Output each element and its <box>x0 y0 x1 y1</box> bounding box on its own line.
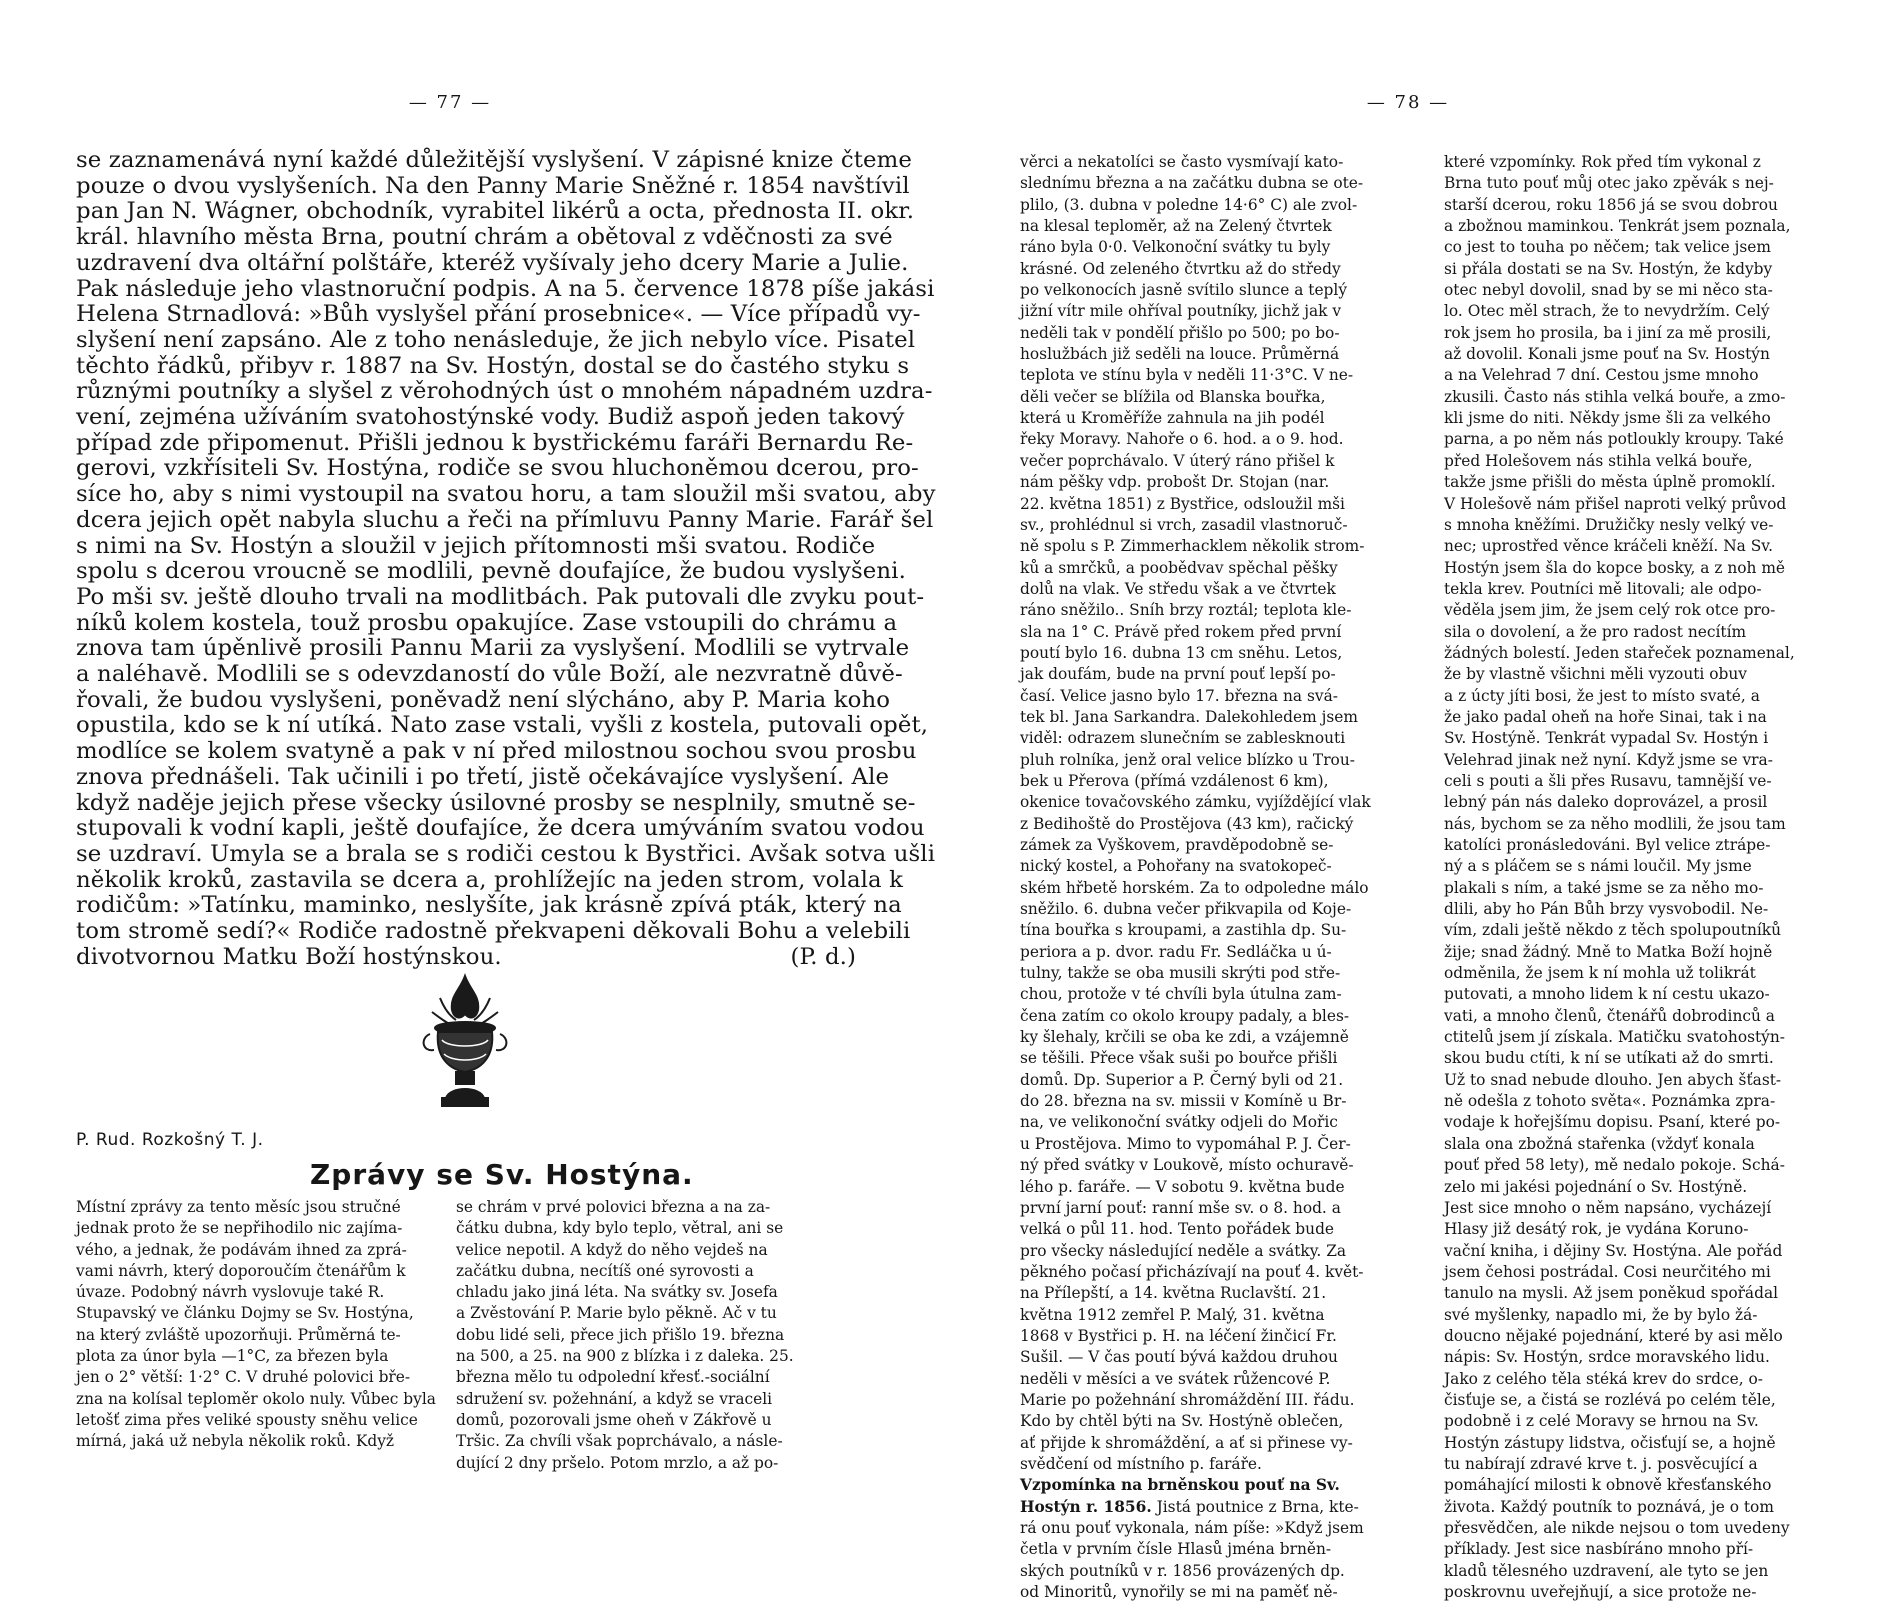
text-line: znova tam úpěnlivě prosili Pannu Marii za vyslyšení. Modlili se vytrvale <box>76 635 910 662</box>
text-line: kli jsme do niti. Někdy jsme šli za velkého <box>1444 409 1771 428</box>
article-signature: (P. d.) <box>790 943 856 970</box>
text-line: putovati, a mnoho lidem k ní cestu ukazo- <box>1444 985 1770 1004</box>
right-column-b <box>1444 152 1846 1603</box>
text-line: a zbožnou maminkou. Tenkrát jsem poznala, <box>1444 217 1791 236</box>
text-line: poskrovnu uveřejňují, a sice protože ne- <box>1444 1583 1757 1602</box>
text-line: opustila, kdo se k ní utíká. Nato zase vstali, vyšli z kostela, putovali opět, <box>76 712 929 739</box>
text-line: nám pěšky vdp. probošt Dr. Stojan (nar. <box>1020 473 1330 492</box>
text-line: tek bl. Jana Sarkandra. Dalekohledem jsem <box>1020 707 1358 726</box>
text-line: čena zatím co okolo kroupy padaly, a bles- <box>1020 1006 1350 1025</box>
text-line: s nimi na Sv. Hostýn a sloužil v jejich přítomnosti mši svatou. Rodiče <box>76 532 876 559</box>
text-line: poutí bylo 16. dubna 13 cm sněhu. Letos, <box>1020 643 1343 662</box>
text-line: dolů na vlak. Ve středu však a ve čtvrtek <box>1020 579 1336 598</box>
text-line: plilo, (3. dubna v poledne 14·6° C) ale zvol- <box>1020 195 1358 214</box>
main-article-text <box>76 147 936 971</box>
text-line: král. hlavního města Brna, poutní chrám a obětoval z vděčnosti za své <box>76 224 893 251</box>
text-line: ctitelů jsem jí získala. Matičku svatohostýn- <box>1444 1028 1785 1047</box>
text-line: chladu jako jiná léta. Na svátky sv. Josefa <box>456 1283 778 1302</box>
text-line: modlíce se kolem svatyně a pak v ní před milostnou sochou svou prosbu <box>76 738 917 765</box>
text-line: podobně i z celé Moravy se hrnou na Sv. <box>1444 1412 1759 1431</box>
text-line: dující 2 dny pršelo. Potom mrzlo, a až po- <box>456 1453 779 1472</box>
left-page <box>0 0 940 1500</box>
text-line: děli večer se blížila od Blanska bouřka, <box>1020 387 1326 406</box>
text-line: pouze o dvou vyslyšeních. Na den Panny Marie Sněžné r. 1854 navštívil <box>76 172 910 199</box>
text-line: na který zvláště upozorňuji. Průměrná te- <box>76 1325 401 1344</box>
subheading: Vzpomínka na brněnskou pouť na Sv. <box>1020 1476 1340 1495</box>
section-title: Zprávy se Sv. Hostýna. <box>310 1158 694 1191</box>
text-line: tu nabírají zdravé krve t. j. posvěcující a <box>1444 1454 1758 1473</box>
text-line: stupovali k vodní kapli, ještě doufajíce, že dcera umýváním svatou vodou <box>76 815 925 842</box>
text-line: tína bouřka s kroupami, a zastihla dp. Su- <box>1020 921 1347 940</box>
text-line: čátku dubna, kdy bylo teplo, větral, ani se <box>456 1219 784 1238</box>
text-line: zelo mi jakési pojednání o Sv. Hostýně. <box>1444 1177 1748 1196</box>
text-line: Místní zprávy za tento měsíc jsou stručné <box>76 1198 401 1216</box>
text-line: starší dcerou, roku 1856 já se svou dobrou <box>1444 195 1778 214</box>
vase-ornament-icon <box>410 968 520 1118</box>
text-line: dcera jejich opět nabyla sluchu a řeči na přímluvu Panny Marie. Farář šel <box>76 506 934 533</box>
text-line: řovali, že budou vyslyšeni, poněvadž není slýcháno, aby P. Maria koho <box>76 686 891 713</box>
text-line: Tršic. Za chvíli však poprchávalo, a násle- <box>456 1432 783 1451</box>
text-line: pro všecky následující neděle a svátky. Za <box>1020 1241 1347 1260</box>
text-line: Hostýn jsem šla do kopce bosky, a z noh mě <box>1444 558 1786 577</box>
text-line: ně spolu s P. Zimmerhacklem několik strom- <box>1020 537 1365 556</box>
text-line: věděla jsem jim, že jsem celý rok otce pro- <box>1444 601 1776 620</box>
text-line: pouť před 58 lety), mě nedalo pokoje. Schá- <box>1444 1156 1785 1175</box>
text-line: ný před svátky v Loukově, místo ochuravě- <box>1020 1156 1354 1175</box>
text-line: března mělo tu odpolední křesť.-sociální <box>456 1368 770 1387</box>
text-line: Stupavský ve článku Dojmy se Sv. Hostýna, <box>76 1304 414 1323</box>
text-line: večer poprchávalo. V úterý ráno přišel k <box>1020 451 1335 470</box>
text-line: přesvědčen, ale nikde nejsou o tom uvedeny <box>1444 1519 1790 1537</box>
text-line: své myšlenky, napadlo mi, že by bylo žá- <box>1444 1305 1758 1324</box>
text-line: se těšili. Přece však suši po bouřce přišli <box>1020 1049 1338 1068</box>
text-line: plakali s ním, a také jsme se za něho mo- <box>1444 878 1764 897</box>
text-line: takže jsme přišli do města úplně promoklí. <box>1444 473 1776 492</box>
text-line: Hostýn zástupy lidstva, očisťují se, a hojně <box>1444 1433 1776 1452</box>
text-line: Sušil. — V čas poutí bývá každou druhou <box>1020 1348 1338 1367</box>
article-author: P. Rud. Rozkošný T. J. <box>76 1130 264 1150</box>
right-column-a <box>1020 152 1422 1603</box>
text-line: na Přílepští, a 14. května Ruclavští. 21. <box>1020 1284 1327 1303</box>
text-line: kladů tělesného uzdravení, ale tyto se jen <box>1444 1561 1769 1580</box>
text-line: slala ona zbožná stařenka (vždyť konala <box>1444 1134 1755 1153</box>
text-line: spolu s dcerou vroucně se modlili, pevně doufajíce, že budou vyslyšeni. <box>76 558 906 585</box>
text-line: chou, protože v té chvíli byla útulna zam- <box>1020 985 1342 1004</box>
text-line: zámek za Vyškovem, pravděpodobně se- <box>1020 836 1334 854</box>
text-line: rá onu pouť vykonala, nám píše: »Když jsem <box>1020 1519 1364 1537</box>
text-line: s mnoha kněžími. Družičky nesly velký ve- <box>1444 515 1774 534</box>
text-line: se zaznamenává nyní každé důležitější vyslyšení. V zápisné knize čteme <box>76 147 912 173</box>
text-line: vého, a jednak, že podávám ihned za zprá- <box>76 1240 407 1259</box>
text-line: Kdo by chtěl býti na Sv. Hostýně oblečen, <box>1020 1412 1344 1431</box>
right-page <box>958 0 1898 1602</box>
text-line: lo. Otec měl strach, že to nevydržím. Celý <box>1444 302 1770 321</box>
text-line: hoslužbách již seděli na louce. Průměrná <box>1020 345 1340 364</box>
text-line: Marie po požehnání shromáždění III. řádu. <box>1020 1390 1355 1409</box>
text-line: a naléhavě. Modlili se s odevzdaností do vůle Boží, ale nezvratně důvě- <box>76 661 903 688</box>
text-line: pluh rolníka, jenž oral velice blízko u Trou- <box>1020 750 1355 769</box>
text-line: jižní vítr mile ohříval poutníky, jichž jak v <box>1020 302 1342 321</box>
text-line: zkusili. Často nás stihla velká bouře, a zmo- <box>1444 387 1786 406</box>
text-line: úvaze. Podobný návrh vyslovuje také R. <box>76 1283 385 1302</box>
text-line: pěkného počasí přicházívají na pouť 4. květ- <box>1020 1262 1364 1281</box>
text-line: Po mši sv. ještě dlouho trvali na modlitbách. Pak putovali dle zvyku pout- <box>76 583 925 610</box>
text-line: ském hřbetě horském. Za to odpoledne málo <box>1020 878 1369 897</box>
text-line: Jako z celého těla stéká krev do srdce, o- <box>1444 1369 1764 1388</box>
text-line: těchto řádků, přibyv r. 1887 na Sv. Hostýn, dostal se do častého styku s <box>76 352 910 379</box>
text-line: Helena Strnadlová: »Bůh vyslyšel přání prosebnice«. — Více případů vy- <box>76 301 921 328</box>
text-line: vím, zdali ještě někdo z těch spolupoutníků <box>1444 921 1782 940</box>
text-line: vační kniha, i dějiny Sv. Hostýna. Ale pořád <box>1444 1241 1783 1260</box>
text-line: se uzdraví. Umyla se a brala se s rodiči cestou k Bystřici. Avšak sotva ušli <box>76 840 936 867</box>
text-line: plota za únor byla —1°C, za březen byla <box>76 1347 389 1366</box>
text-line: jednak proto že se nepřihodilo nic zajíma- <box>76 1219 403 1238</box>
text-line: pan Jan N. Wágner, obchodník, vyrabitel likérů a octa, přednosta II. okr. <box>76 198 915 225</box>
text-line: parna, a po něm nás potloukly kroupy. Také <box>1444 430 1784 449</box>
text-line: tekla krev. Poutníci mě litovali; ale odpo- <box>1444 579 1762 598</box>
text-line: 22. května 1851) z Bystřice, odsloužil mši <box>1020 494 1345 513</box>
text-line: letošť zima přes veliké spousty sněhu velice <box>76 1410 418 1429</box>
text-line: ať přijde k shromáždění, a ať si přinese vy- <box>1020 1433 1353 1452</box>
text-line: zna na kolísal teploměr okolo nuly. Vůbec byla <box>76 1389 436 1408</box>
subheading-line: Hostýn r. 1856. Jistá poutnice z Brna, kte- <box>1020 1497 1359 1516</box>
text-line: sla na 1° C. Právě před rokem před první <box>1020 622 1342 641</box>
text-line: ských poutníků v r. 1856 provázených dp. <box>1020 1561 1345 1580</box>
text-line: vami návrh, který doporoučím čtenářům k <box>76 1261 406 1280</box>
text-line: od Minoritů, vynořily se mi na paměť ně- <box>1020 1583 1338 1602</box>
text-line: otec nebyl dovolil, snad by se mi něco sta- <box>1444 281 1773 300</box>
text-line: lebný pán nás daleko doprovázel, a prosil <box>1444 793 1768 812</box>
text-line: neděli v měsíci a ve svátek růžencové P. <box>1020 1369 1331 1388</box>
text-line: ků a smrčků, a poobědvav spěchal pěšky <box>1020 558 1338 577</box>
text-line: sněžilo. 6. dubna večer přikvapila od Koje- <box>1020 900 1352 919</box>
text-line: sila o dovolení, a že pro radost necítím <box>1444 622 1747 641</box>
text-line: že jako padal oheň na hoře Sinai, tak i na <box>1444 707 1767 726</box>
text-line: Sv. Hostýně. Tenkrát vypadal Sv. Hostýn i <box>1444 729 1769 748</box>
text-line: čisťuje se, a čistá se rozlévá po celém těle, <box>1444 1390 1776 1409</box>
text-line: slednímu března a na začátku dubna se ote- <box>1020 174 1364 193</box>
text-line: vodaje k hořejšímu dopisu. Psaní, které po- <box>1444 1113 1781 1132</box>
text-line: ně odešla z tohoto světa«. Poznámka zpra- <box>1444 1092 1776 1111</box>
text-line: května 1912 zemřel P. Malý, 31. května <box>1020 1305 1325 1324</box>
text-line: jen o 2° větší: 1·2° C. V druhé polovici bře- <box>76 1368 411 1387</box>
text-line: periora a p. dvor. radu Fr. Sedláčka u ú- <box>1020 942 1332 961</box>
text-line: tom stromě sedí?« Rodiče radostně překvapeni děkovali Bohu a velebili <box>76 918 911 945</box>
text-line: nický kostel, a Pohořany na svatokopeč- <box>1020 857 1332 876</box>
text-line: katolíci pronásledováni. Byl velice ztrápe- <box>1444 836 1771 854</box>
text-line: celi s pouti a šli přes Rusavu, tamnější ve- <box>1444 771 1772 790</box>
text-line: divotvornou Matku Boží hostýnskou. (P. d.) <box>76 943 856 970</box>
text-line: když naděje jejich přese všecky úsilovné prosby se nesplnily, smutně se- <box>76 789 916 816</box>
text-line: V Holešově nám přišel naproti velký průvod <box>1444 494 1787 513</box>
text-line: gerovi, vzkřísiteli Sv. Hostýna, rodiče se svou hluchoněmou dcerou, pro- <box>76 455 919 482</box>
text-line: bek u Přerova (přímá vzdálenost 6 km), <box>1020 771 1329 790</box>
text-line: domů. Dp. Superior a P. Černý byli od 21. <box>1020 1070 1344 1089</box>
text-line: lého p. faráře. — V sobotu 9. května bude <box>1020 1177 1345 1196</box>
text-line: u Prostějova. Mimo to vypomáhal P. J. Čer- <box>1020 1134 1351 1153</box>
text-line: znova přednášeli. Tak učinili i po třetí, jistě očekávajíce vyslyšení. Ale <box>76 763 890 790</box>
text-line: síce ho, aby s nimi vystoupil na svatou horu, a tam sloužil mši svatou, aby <box>76 481 936 508</box>
text-line: si přála dostati se na Sv. Hostýn, že kdyby <box>1444 259 1773 278</box>
text-line: začátku dubna, necítíš oné syrovosti a <box>456 1261 754 1280</box>
text-line: několik kroků, zastavila se dcera a, prohlížejíc na jeden strom, volala k <box>76 866 904 893</box>
text-line: Brna tuto pouť můj otec jako zpěvák s nej- <box>1444 174 1774 193</box>
text-line: různými poutníky a slyšel z věrohodných úst o mnohém nápadném uzdra- <box>76 378 933 405</box>
text-line: slyšení není zapsáno. Ale z toho nenásleduje, že jich nebylo více. Pisatel <box>76 326 916 353</box>
text-line: vení, zejména užíváním svatohostýnské vody. Budiž aspoň jeden takový <box>76 404 905 431</box>
text-line: 1868 v Bystřici p. H. na léčení žinčicí Fr. <box>1020 1326 1337 1345</box>
text-line: řeky Moravy. Nahoře o 6. hod. a o 9. hod. <box>1020 430 1344 449</box>
text-line: se chrám v prvé polovici března a na za- <box>456 1198 771 1216</box>
text-line: jak doufám, bude na první pouť lepší po- <box>1020 665 1336 684</box>
text-line: odměnila, že jsem k ní mohla už tolikrát <box>1444 964 1756 983</box>
text-line: dlili, aby ho Pán Bůh brzy vysvobodil. Ne- <box>1444 900 1769 919</box>
text-line: která u Kroměříže zahnula na jih podél <box>1020 409 1325 428</box>
text-line: velká o půl 11. hod. Tento pořádek bude <box>1020 1220 1335 1239</box>
text-line: nec; uprostřed věnce kráčeli kněží. Na Sv. <box>1444 537 1774 556</box>
text-line: velice nepotil. A když do něho vejdeš na <box>456 1240 768 1259</box>
text-line: skou budu ctíti, k ní se utíkati až do smrti. <box>1444 1049 1774 1068</box>
text-line: nápis: Sv. Hostýn, srdce moravského lidu. <box>1444 1348 1770 1367</box>
text-line: níků kolem kostela, touž prosbu opakujíce. Zase vstoupili do chrámu a <box>76 609 898 636</box>
text-line: mírná, jaká už nebyla několik roků. Když <box>76 1432 395 1451</box>
text-line: Pak následuje jeho vlastnoruční podpis. A na 5. července 1878 píše jakási <box>76 275 935 302</box>
news-column-a <box>76 1197 436 1453</box>
text-line: ráno byla 0·0. Velkonoční svátky tu byly <box>1020 238 1331 257</box>
text-line: krásné. Od zeleného čtvrtku až do středy <box>1020 259 1341 278</box>
text-line: které vzpomínky. Rok před tím vykonal z <box>1444 153 1761 171</box>
text-line: věrci a nekatolíci se často vysmívají kato- <box>1020 153 1344 171</box>
text-line: na klesal teploměr, až na Zelený čtvrtek <box>1020 217 1332 236</box>
text-line: Jest sice mnoho o něm napsáno, vycházejí <box>1444 1198 1772 1217</box>
text-line: časí. Velice jasno bylo 17. března na svá- <box>1020 686 1338 705</box>
text-line: Hlasy již desátý rok, je vydána Korunο- <box>1444 1220 1749 1239</box>
text-line: ráno sněžilo.. Sníh brzy roztál; teplota kle- <box>1020 601 1352 620</box>
text-line: Velehrad jinak než nyní. Když jsme se vra- <box>1444 750 1773 769</box>
text-line: na, ve velikonoční svátky odjeli do Mořic <box>1020 1113 1338 1132</box>
text-line: viděl: odrazem slunečním se zablesknouti <box>1020 729 1346 748</box>
text-line: svědčení od místního p. faráře. <box>1020 1454 1262 1473</box>
text-line: první jarní pouť: ranní mše sv. o 8. hod. a <box>1020 1198 1341 1217</box>
text-line: na 500, a 25. na 900 z blízka i z daleka. 25. <box>456 1347 794 1366</box>
page-number: — 78 — <box>1366 92 1450 113</box>
text-line: případ zde připomenut. Přišli jednou k bystřickému faráři Bernardu Re- <box>76 429 914 456</box>
text-line: že by vlastně všichni měli vyzouti obuv <box>1444 665 1747 684</box>
text-line: sv., prohlédnul si vrch, zasadil vlastnoruč- <box>1020 515 1348 534</box>
text-line: sdružení sv. požehnání, a když se vraceli <box>456 1389 773 1408</box>
text-line: žádných bolestí. Jeden stařeček poznamenal, <box>1444 643 1795 662</box>
text-line: vati, a mnoho členů, čtenářů dobrodinců a <box>1444 1006 1775 1025</box>
text-line: dobu lidé seli, přece jich přišlo 19. března <box>456 1325 785 1344</box>
text-line: před Holešovem nás stihla velká bouře, <box>1444 451 1753 470</box>
page-number: — 77 — <box>408 92 492 113</box>
text-line: Už to snad nebude dlouho. Jen abych šťast- <box>1444 1070 1782 1089</box>
text-line: uzdravení dva oltářní polštáře, kteréž vyšívaly jeho dcery Marie a Julie. <box>76 249 909 276</box>
text-line: neděli tak v pondělí přišlo po 500; po bo- <box>1020 323 1340 342</box>
text-line: rok jsem ho prosila, ba i jiní za mě prosili, <box>1444 323 1772 342</box>
text-line: do 28. března na sv. missii v Komíně u Br- <box>1020 1092 1347 1111</box>
text-line: okenice tovačovského zámku, vyjíždějící vlak <box>1020 793 1371 812</box>
text-line: domů, pozorovali jsme oheň v Zákřově u <box>456 1410 772 1429</box>
text-line: rodičům: »Tatínku, maminko, neslyšíte, jak krásně zpívá pták, který na <box>76 892 902 919</box>
text-line: a Zvěstování P. Marie bylo pěkně. Ač v tu <box>456 1304 777 1323</box>
text-line: pomáhající milosti k obnově křesťanského <box>1444 1476 1772 1495</box>
news-column-b <box>456 1197 852 1474</box>
text-line: tanulo na mysli. Až jsem poněkud spořádal <box>1444 1284 1779 1303</box>
text-line: jsem čehosi postrádal. Cosi neurčitého mi <box>1444 1262 1771 1281</box>
text-line: teplota ve stínu byla v neděli 11·3°C. V ne- <box>1020 366 1354 385</box>
text-line: četla v prvním čísle Hlasů jména brněn- <box>1020 1540 1332 1559</box>
text-line: až dovolil. Konali jsme pouť na Sv. Hostýn <box>1444 345 1770 364</box>
text-line: z Bedihoště do Prostějova (43 km), račický <box>1020 814 1354 833</box>
text-line: života. Každý poutník to poznává, je o tom <box>1444 1497 1774 1516</box>
text-line: a z úcty jíti bosi, že jest to místo svaté, a <box>1444 686 1760 705</box>
text-line: žije; snad žádný. Mně to Matka Boží hojně <box>1444 942 1773 961</box>
text-line: ky šlehaly, krčili se oba ke zdi, a vzájemně <box>1020 1028 1349 1047</box>
text-line: příklady. Jest sice nasbíráno mnoho pří- <box>1444 1540 1754 1559</box>
text-line: po velkonocích jasně svítilo slunce a teplý <box>1020 281 1348 300</box>
text-line: tulny, takže se oba musili skrýti pod stře- <box>1020 964 1341 983</box>
text-line: nás, bychom se za něho modlili, že jsou tam <box>1444 814 1786 833</box>
text-line: co jest to touha po něčem; tak velice jsem <box>1444 238 1771 257</box>
text-line: ný a s pláčem se s námi loučil. My jsme <box>1444 857 1752 876</box>
text-line: doucno nějaké pojednání, které by asi mělo <box>1444 1326 1783 1345</box>
text-line: a na Velehrad 7 dní. Cestou jsme mnoho <box>1444 366 1759 385</box>
